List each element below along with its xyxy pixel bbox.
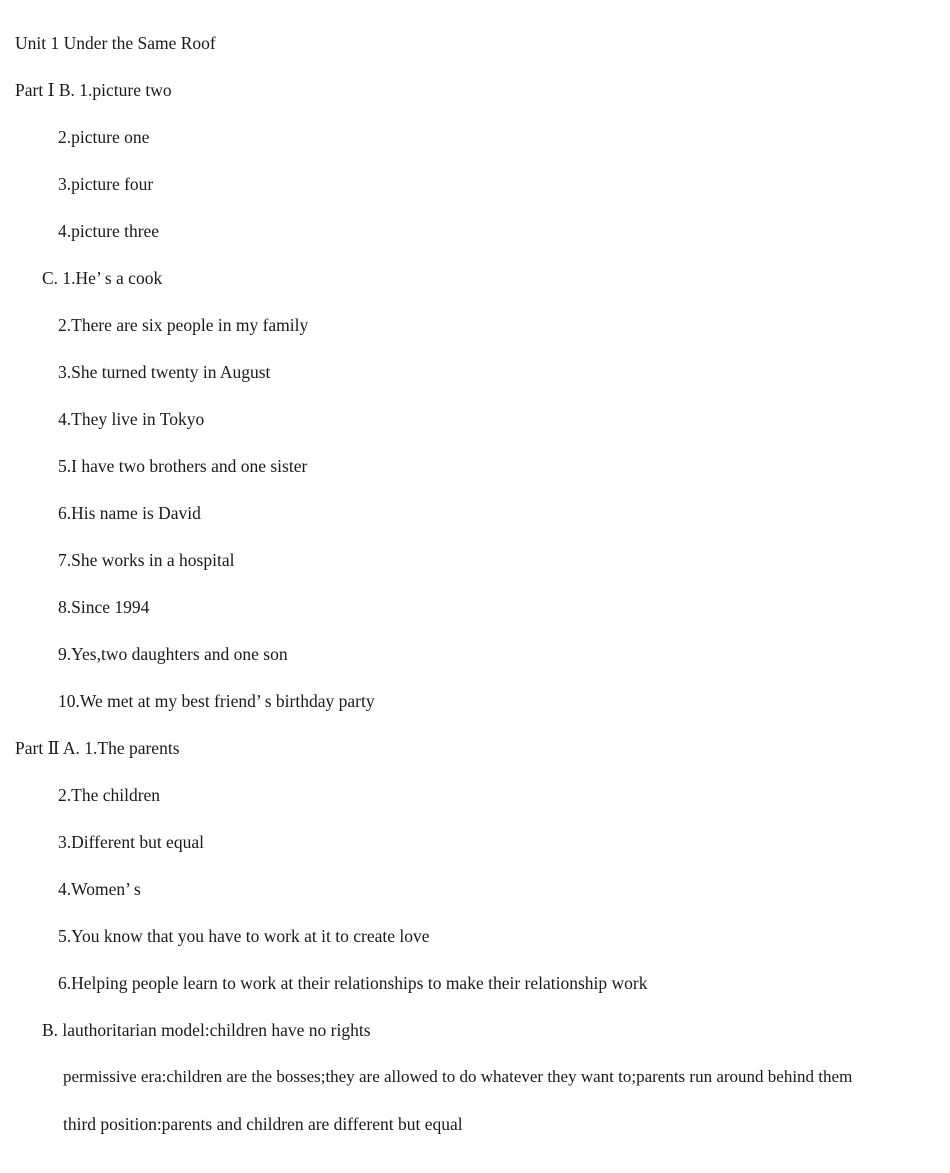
part-1-b-answer-2: 2.picture one — [58, 127, 150, 147]
part-1-c-answer-10: 10.We met at my best friend’ s birthday party — [58, 691, 375, 711]
part-1-c-answer-7: 7.She works in a hospital — [58, 550, 235, 570]
part-1-c-answer-5: 5.I have two brothers and one sister — [58, 456, 308, 476]
part-1-c-answer-9: 9.Yes,two daughters and one son — [58, 644, 288, 664]
part-2-b-answer-3: third position:parents and children are different but equal — [63, 1114, 463, 1134]
part-2-a-answer-4: 4.Women’ s — [58, 879, 141, 899]
part-2-a-answer-2: 2.The children — [58, 785, 161, 805]
part-1-c-answer-4: 4.They live in Tokyo — [58, 409, 205, 429]
part-2-b-answer-1: B. lauthoritarian model:children have no rights — [42, 1020, 371, 1040]
part-2-a-answer-1: Part Ⅱ A. 1.The parents — [15, 738, 180, 758]
part-1-b-answer-3: 3.picture four — [58, 174, 154, 194]
part-2-a-answer-5: 5.You know that you have to work at it to create love — [58, 926, 430, 946]
part-1-b-answer-1: Part Ⅰ B. 1.picture two — [15, 80, 172, 100]
part-2-b-answer-2: permissive era:children are the bosses;they are allowed to do whatever they want to;parents run around behind them — [63, 1067, 853, 1086]
part-1-b-answer-4: 4.picture three — [58, 221, 160, 241]
part-2-a-answer-6: 6.Helping people learn to work at their relationships to make their relationship work — [58, 973, 648, 993]
part-1-c-answer-3: 3.She turned twenty in August — [58, 362, 271, 382]
unit-title: Unit 1 Under the Same Roof — [15, 33, 216, 53]
part-1-c-answer-6: 6.His name is David — [58, 503, 201, 523]
part-1-c-answer-8: 8.Since 1994 — [58, 597, 150, 617]
part-2-a-answer-3: 3.Different but equal — [58, 832, 204, 852]
part-1-c-answer-1: C. 1.He’ s a cook — [42, 268, 163, 288]
part-1-c-answer-2: 2.There are six people in my family — [58, 315, 309, 335]
